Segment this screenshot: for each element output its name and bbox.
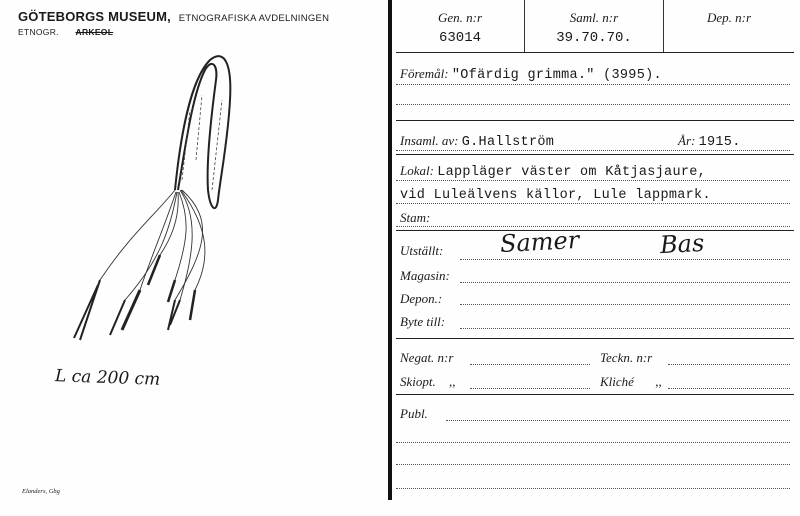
depon-label: Depon.: — [400, 291, 443, 306]
utstallt-handwriting-2: Bas — [659, 228, 705, 260]
lokal-value-2: vid Luleälvens källor, Lule lappmark. — [400, 188, 711, 203]
skiopt-row — [400, 374, 456, 390]
dotted-line — [396, 203, 790, 204]
dotted-line — [460, 304, 790, 305]
gen-value: 63014 — [438, 30, 481, 46]
etnogr-label: ETNOGR. — [18, 27, 59, 37]
department-name: ETNOGRAFISKA AVDELNINGEN — [178, 13, 330, 24]
magasin-row — [400, 268, 450, 284]
saml-value: 39.70.70. — [556, 30, 632, 46]
saml-label: Saml. n:r — [569, 10, 619, 25]
ar-field — [678, 133, 741, 150]
gen-label: Gen. n:r — [437, 10, 483, 25]
utstallt-row — [400, 243, 443, 259]
dotted-line — [396, 464, 790, 465]
lokal-row-2 — [400, 186, 711, 203]
number-cells — [396, 0, 794, 53]
dotted-line — [460, 259, 790, 260]
utstallt-handwriting-1: Samer — [499, 225, 580, 259]
braided-rope — [175, 56, 230, 208]
skiopt-value: ,, — [449, 374, 456, 389]
negat-row — [400, 350, 453, 366]
foremal-row — [400, 66, 662, 83]
section-rule — [396, 230, 794, 231]
dotted-line — [470, 364, 590, 365]
negat-label: Negat. n:r — [400, 350, 454, 365]
dotted-line — [396, 104, 790, 105]
teckn-label: Teckn. n:r — [600, 350, 653, 365]
foremal-value: "Ofärdig grimma." (3995). — [451, 68, 662, 83]
insaml-label: Insaml. av: — [400, 133, 459, 148]
lokal-row — [400, 163, 706, 180]
dotted-line — [396, 84, 790, 85]
byte-row — [400, 314, 445, 330]
saml-cell — [525, 0, 663, 52]
byte-label: Byte till: — [400, 314, 446, 329]
publ-label: Publ. — [400, 406, 428, 421]
dep-label: Dep. n:r — [706, 10, 752, 25]
section-rule — [396, 394, 794, 395]
dotted-line — [396, 488, 790, 489]
section-line — [18, 27, 113, 37]
cliche-row — [600, 374, 662, 390]
depon-row — [400, 291, 442, 307]
card-divider — [388, 0, 392, 500]
dotted-line — [470, 388, 590, 389]
printer-imprint: Elanders, Gbg — [22, 488, 60, 495]
dotted-line — [460, 328, 790, 329]
gen-cell — [396, 0, 524, 52]
dotted-line — [668, 388, 790, 389]
foremal-label: Föremål: — [400, 66, 449, 81]
stam-label: Stam: — [400, 210, 431, 225]
museum-header — [18, 9, 329, 24]
dotted-line — [396, 226, 790, 227]
section-rule — [396, 154, 794, 155]
ar-label: År: — [678, 133, 696, 148]
dotted-line — [446, 420, 790, 421]
stam-row — [400, 210, 430, 226]
cliche-value: ,, — [655, 374, 662, 389]
museum-name: GÖTEBORGS MUSEUM, — [18, 9, 171, 24]
length-note: L ca 200 cm — [54, 366, 161, 390]
skiopt-label: Skiopt. — [400, 374, 436, 389]
dotted-line — [460, 282, 790, 283]
teckn-row — [600, 350, 652, 366]
dep-cell — [664, 0, 794, 52]
lokal-value-1: Lappläger väster om Kåtjasjaure, — [437, 165, 707, 180]
dotted-line — [396, 442, 790, 443]
dotted-line — [396, 150, 790, 151]
cliche-label: Kliché — [600, 374, 634, 389]
section-rule — [396, 120, 794, 121]
dotted-line — [396, 180, 790, 181]
insaml-row — [400, 133, 554, 150]
halter-drawing — [40, 40, 300, 370]
magasin-label: Magasin: — [400, 268, 450, 283]
utstallt-label: Utställt: — [400, 243, 444, 258]
lokal-label: Lokal: — [400, 163, 434, 178]
section-rule — [396, 338, 794, 339]
publ-row — [400, 406, 428, 422]
ar-value: 1915. — [698, 135, 741, 150]
insaml-value: G.Hallström — [461, 135, 555, 150]
dotted-line — [668, 364, 790, 365]
struck-section-label: ARKEOL — [75, 27, 114, 37]
